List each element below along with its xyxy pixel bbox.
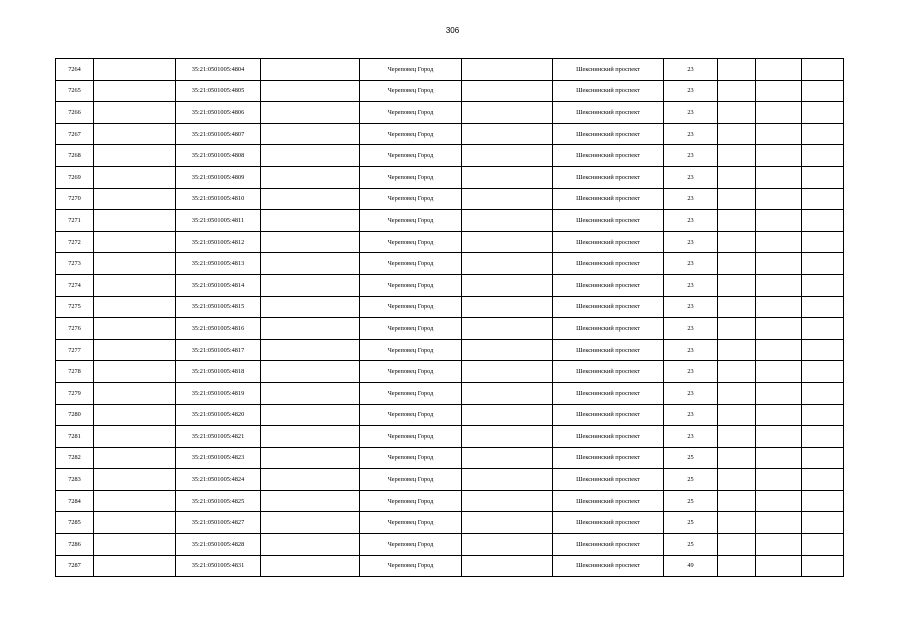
empty-cell — [94, 59, 176, 81]
row-number-cell: 7286 — [56, 534, 94, 556]
city-cell: Череповец Город — [360, 274, 462, 296]
empty-cell — [802, 80, 844, 102]
empty-cell — [261, 59, 360, 81]
house-number-cell: 25 — [664, 490, 718, 512]
empty-cell — [802, 274, 844, 296]
empty-cell — [462, 318, 553, 340]
cadastral-number-cell: 35:21:0501005:4817 — [176, 339, 261, 361]
table-row — [56, 274, 844, 296]
empty-cell — [718, 123, 756, 145]
empty-cell — [94, 426, 176, 448]
house-number-cell: 23 — [664, 382, 718, 404]
house-number-cell: 25 — [664, 447, 718, 469]
empty-cell — [756, 404, 802, 426]
house-number-cell: 23 — [664, 59, 718, 81]
row-number-cell: 7276 — [56, 318, 94, 340]
empty-cell — [261, 231, 360, 253]
street-cell: Шекснинский проспект — [553, 210, 664, 232]
table-row — [56, 80, 844, 102]
city-cell: Череповец Город — [360, 339, 462, 361]
empty-cell — [802, 123, 844, 145]
table-row — [56, 469, 844, 491]
city-cell: Череповец Город — [360, 555, 462, 577]
row-number-cell: 7264 — [56, 59, 94, 81]
empty-cell — [94, 145, 176, 167]
table-row — [56, 382, 844, 404]
cadastral-number-cell: 35:21:0501005:4811 — [176, 210, 261, 232]
empty-cell — [802, 469, 844, 491]
row-number-cell: 7267 — [56, 123, 94, 145]
empty-cell — [94, 469, 176, 491]
empty-cell — [462, 469, 553, 491]
empty-cell — [718, 253, 756, 275]
empty-cell — [756, 318, 802, 340]
empty-cell — [718, 447, 756, 469]
street-cell: Шекснинский проспект — [553, 188, 664, 210]
city-cell: Череповец Город — [360, 210, 462, 232]
empty-cell — [462, 166, 553, 188]
street-cell: Шекснинский проспект — [553, 59, 664, 81]
street-cell: Шекснинский проспект — [553, 555, 664, 577]
empty-cell — [756, 210, 802, 232]
empty-cell — [462, 447, 553, 469]
empty-cell — [756, 555, 802, 577]
empty-cell — [756, 253, 802, 275]
row-number-cell: 7268 — [56, 145, 94, 167]
street-cell: Шекснинский проспект — [553, 361, 664, 383]
empty-cell — [261, 123, 360, 145]
cadastral-number-cell: 35:21:0501005:4828 — [176, 534, 261, 556]
empty-cell — [756, 145, 802, 167]
empty-cell — [94, 555, 176, 577]
table-row — [56, 404, 844, 426]
empty-cell — [94, 188, 176, 210]
house-number-cell: 23 — [664, 123, 718, 145]
empty-cell — [756, 490, 802, 512]
cadastral-number-cell: 35:21:0501005:4808 — [176, 145, 261, 167]
city-cell: Череповец Город — [360, 534, 462, 556]
table-row — [56, 361, 844, 383]
street-cell: Шекснинский проспект — [553, 512, 664, 534]
street-cell: Шекснинский проспект — [553, 534, 664, 556]
city-cell: Череповец Город — [360, 231, 462, 253]
empty-cell — [756, 426, 802, 448]
house-number-cell: 25 — [664, 469, 718, 491]
row-number-cell: 7273 — [56, 253, 94, 275]
house-number-cell: 23 — [664, 188, 718, 210]
cadastral-number-cell: 35:21:0501005:4820 — [176, 404, 261, 426]
city-cell: Череповец Город — [360, 188, 462, 210]
empty-cell — [94, 296, 176, 318]
empty-cell — [462, 296, 553, 318]
empty-cell — [462, 210, 553, 232]
table-row — [56, 339, 844, 361]
empty-cell — [802, 145, 844, 167]
cadastral-number-cell: 35:21:0501005:4827 — [176, 512, 261, 534]
empty-cell — [94, 339, 176, 361]
empty-cell — [718, 274, 756, 296]
street-cell: Шекснинский проспект — [553, 382, 664, 404]
empty-cell — [261, 447, 360, 469]
page-number: 306 — [445, 26, 460, 35]
empty-cell — [756, 80, 802, 102]
cadastral-number-cell: 35:21:0501005:4805 — [176, 80, 261, 102]
house-number-cell: 25 — [664, 512, 718, 534]
empty-cell — [462, 80, 553, 102]
row-number-cell: 7274 — [56, 274, 94, 296]
empty-cell — [94, 361, 176, 383]
street-cell: Шекснинский проспект — [553, 339, 664, 361]
house-number-cell: 23 — [664, 210, 718, 232]
cadastral-number-cell: 35:21:0501005:4806 — [176, 102, 261, 124]
house-number-cell: 23 — [664, 145, 718, 167]
house-number-cell: 23 — [664, 274, 718, 296]
empty-cell — [261, 382, 360, 404]
table-row — [56, 296, 844, 318]
empty-cell — [462, 512, 553, 534]
empty-cell — [756, 274, 802, 296]
empty-cell — [802, 426, 844, 448]
street-cell: Шекснинский проспект — [553, 404, 664, 426]
empty-cell — [261, 469, 360, 491]
empty-cell — [94, 123, 176, 145]
empty-cell — [802, 404, 844, 426]
empty-cell — [756, 59, 802, 81]
empty-cell — [462, 231, 553, 253]
empty-cell — [94, 231, 176, 253]
table-row — [56, 490, 844, 512]
house-number-cell: 23 — [664, 361, 718, 383]
empty-cell — [802, 382, 844, 404]
row-number-cell: 7279 — [56, 382, 94, 404]
table-row — [56, 534, 844, 556]
empty-cell — [261, 534, 360, 556]
city-cell: Череповец Город — [360, 512, 462, 534]
empty-cell — [718, 210, 756, 232]
cadastral-number-cell: 35:21:0501005:4814 — [176, 274, 261, 296]
empty-cell — [718, 59, 756, 81]
empty-cell — [462, 404, 553, 426]
street-cell: Шекснинский проспект — [553, 80, 664, 102]
empty-cell — [462, 382, 553, 404]
empty-cell — [94, 274, 176, 296]
empty-cell — [462, 490, 553, 512]
row-number-cell: 7287 — [56, 555, 94, 577]
empty-cell — [756, 382, 802, 404]
table-row — [56, 188, 844, 210]
empty-cell — [94, 318, 176, 340]
row-number-cell: 7281 — [56, 426, 94, 448]
table-row — [56, 253, 844, 275]
cadastral-number-cell: 35:21:0501005:4812 — [176, 231, 261, 253]
empty-cell — [802, 166, 844, 188]
city-cell: Череповец Город — [360, 382, 462, 404]
row-number-cell: 7280 — [56, 404, 94, 426]
empty-cell — [462, 59, 553, 81]
empty-cell — [261, 210, 360, 232]
empty-cell — [718, 361, 756, 383]
house-number-cell: 23 — [664, 231, 718, 253]
empty-cell — [802, 534, 844, 556]
empty-cell — [802, 447, 844, 469]
empty-cell — [718, 534, 756, 556]
empty-cell — [718, 318, 756, 340]
city-cell: Череповец Город — [360, 59, 462, 81]
table-row — [56, 447, 844, 469]
street-cell: Шекснинский проспект — [553, 145, 664, 167]
empty-cell — [718, 404, 756, 426]
empty-cell — [802, 490, 844, 512]
empty-cell — [718, 102, 756, 124]
empty-cell — [261, 166, 360, 188]
row-number-cell: 7272 — [56, 231, 94, 253]
empty-cell — [462, 188, 553, 210]
empty-cell — [261, 318, 360, 340]
empty-cell — [94, 512, 176, 534]
cadastral-number-cell: 35:21:0501005:4807 — [176, 123, 261, 145]
cadastral-number-cell: 35:21:0501005:4816 — [176, 318, 261, 340]
table-row — [56, 123, 844, 145]
city-cell: Череповец Город — [360, 166, 462, 188]
empty-cell — [718, 166, 756, 188]
table-row — [56, 210, 844, 232]
empty-cell — [718, 188, 756, 210]
empty-cell — [718, 80, 756, 102]
table-row — [56, 512, 844, 534]
empty-cell — [718, 145, 756, 167]
empty-cell — [261, 404, 360, 426]
street-cell: Шекснинский проспект — [553, 274, 664, 296]
house-number-cell: 23 — [664, 102, 718, 124]
cadastral-number-cell: 35:21:0501005:4821 — [176, 426, 261, 448]
empty-cell — [802, 188, 844, 210]
empty-cell — [462, 274, 553, 296]
cadastral-number-cell: 35:21:0501005:4804 — [176, 59, 261, 81]
table-row — [56, 102, 844, 124]
empty-cell — [94, 102, 176, 124]
table-row — [56, 59, 844, 81]
empty-cell — [261, 102, 360, 124]
empty-cell — [261, 339, 360, 361]
empty-cell — [261, 145, 360, 167]
street-cell: Шекснинский проспект — [553, 123, 664, 145]
table-row — [56, 231, 844, 253]
cadastral-number-cell: 35:21:0501005:4823 — [176, 447, 261, 469]
cadastral-number-cell: 35:21:0501005:4813 — [176, 253, 261, 275]
empty-cell — [718, 490, 756, 512]
row-number-cell: 7278 — [56, 361, 94, 383]
city-cell: Череповец Город — [360, 145, 462, 167]
empty-cell — [94, 534, 176, 556]
row-number-cell: 7265 — [56, 80, 94, 102]
empty-cell — [94, 490, 176, 512]
row-number-cell: 7282 — [56, 447, 94, 469]
row-number-cell: 7277 — [56, 339, 94, 361]
registry-table — [55, 58, 844, 577]
empty-cell — [802, 102, 844, 124]
row-number-cell: 7271 — [56, 210, 94, 232]
street-cell: Шекснинский проспект — [553, 231, 664, 253]
house-number-cell: 23 — [664, 339, 718, 361]
empty-cell — [802, 512, 844, 534]
empty-cell — [94, 253, 176, 275]
row-number-cell: 7284 — [56, 490, 94, 512]
house-number-cell: 49 — [664, 555, 718, 577]
city-cell: Череповец Город — [360, 404, 462, 426]
house-number-cell: 23 — [664, 296, 718, 318]
empty-cell — [718, 555, 756, 577]
empty-cell — [756, 166, 802, 188]
cadastral-number-cell: 35:21:0501005:4810 — [176, 188, 261, 210]
empty-cell — [718, 339, 756, 361]
city-cell: Череповец Город — [360, 253, 462, 275]
row-number-cell: 7285 — [56, 512, 94, 534]
cadastral-number-cell: 35:21:0501005:4825 — [176, 490, 261, 512]
cadastral-number-cell: 35:21:0501005:4809 — [176, 166, 261, 188]
street-cell: Шекснинский проспект — [553, 102, 664, 124]
street-cell: Шекснинский проспект — [553, 469, 664, 491]
empty-cell — [261, 296, 360, 318]
empty-cell — [94, 404, 176, 426]
empty-cell — [718, 231, 756, 253]
empty-cell — [261, 426, 360, 448]
city-cell: Череповец Город — [360, 447, 462, 469]
table-row — [56, 145, 844, 167]
row-number-cell: 7275 — [56, 296, 94, 318]
empty-cell — [756, 361, 802, 383]
empty-cell — [462, 102, 553, 124]
empty-cell — [261, 188, 360, 210]
empty-cell — [261, 512, 360, 534]
street-cell: Шекснинский проспект — [553, 447, 664, 469]
house-number-cell: 23 — [664, 426, 718, 448]
street-cell: Шекснинский проспект — [553, 318, 664, 340]
empty-cell — [802, 253, 844, 275]
empty-cell — [718, 296, 756, 318]
city-cell: Череповец Город — [360, 296, 462, 318]
empty-cell — [802, 318, 844, 340]
city-cell: Череповец Город — [360, 361, 462, 383]
city-cell: Череповец Город — [360, 469, 462, 491]
empty-cell — [802, 555, 844, 577]
cadastral-number-cell: 35:21:0501005:4818 — [176, 361, 261, 383]
empty-cell — [261, 490, 360, 512]
empty-cell — [462, 361, 553, 383]
table-row — [56, 166, 844, 188]
empty-cell — [802, 339, 844, 361]
street-cell: Шекснинский проспект — [553, 253, 664, 275]
cadastral-number-cell: 35:21:0501005:4824 — [176, 469, 261, 491]
empty-cell — [94, 166, 176, 188]
registry-body — [56, 59, 844, 577]
city-cell: Череповец Город — [360, 123, 462, 145]
row-number-cell: 7269 — [56, 166, 94, 188]
street-cell: Шекснинский проспект — [553, 426, 664, 448]
empty-cell — [462, 339, 553, 361]
empty-cell — [756, 512, 802, 534]
empty-cell — [462, 145, 553, 167]
empty-cell — [261, 555, 360, 577]
empty-cell — [756, 296, 802, 318]
empty-cell — [756, 469, 802, 491]
row-number-cell: 7283 — [56, 469, 94, 491]
empty-cell — [756, 339, 802, 361]
empty-cell — [756, 123, 802, 145]
house-number-cell: 23 — [664, 318, 718, 340]
empty-cell — [462, 253, 553, 275]
house-number-cell: 23 — [664, 80, 718, 102]
empty-cell — [462, 426, 553, 448]
empty-cell — [718, 382, 756, 404]
street-cell: Шекснинский проспект — [553, 490, 664, 512]
empty-cell — [261, 361, 360, 383]
city-cell: Череповец Город — [360, 318, 462, 340]
row-number-cell: 7266 — [56, 102, 94, 124]
cadastral-number-cell: 35:21:0501005:4831 — [176, 555, 261, 577]
empty-cell — [94, 447, 176, 469]
empty-cell — [756, 188, 802, 210]
empty-cell — [802, 296, 844, 318]
city-cell: Череповец Город — [360, 490, 462, 512]
street-cell: Шекснинский проспект — [553, 296, 664, 318]
cadastral-number-cell: 35:21:0501005:4815 — [176, 296, 261, 318]
empty-cell — [718, 469, 756, 491]
empty-cell — [462, 534, 553, 556]
cadastral-number-cell: 35:21:0501005:4819 — [176, 382, 261, 404]
empty-cell — [261, 274, 360, 296]
empty-cell — [756, 231, 802, 253]
house-number-cell: 23 — [664, 166, 718, 188]
table-row — [56, 318, 844, 340]
house-number-cell: 25 — [664, 534, 718, 556]
empty-cell — [261, 253, 360, 275]
table-row — [56, 555, 844, 577]
empty-cell — [802, 231, 844, 253]
empty-cell — [718, 426, 756, 448]
empty-cell — [802, 59, 844, 81]
street-cell: Шекснинский проспект — [553, 166, 664, 188]
city-cell: Череповец Город — [360, 80, 462, 102]
empty-cell — [462, 123, 553, 145]
empty-cell — [94, 382, 176, 404]
empty-cell — [718, 512, 756, 534]
empty-cell — [802, 210, 844, 232]
city-cell: Череповец Город — [360, 426, 462, 448]
table-row — [56, 426, 844, 448]
empty-cell — [94, 80, 176, 102]
empty-cell — [94, 210, 176, 232]
empty-cell — [802, 361, 844, 383]
empty-cell — [756, 447, 802, 469]
house-number-cell: 23 — [664, 253, 718, 275]
row-number-cell: 7270 — [56, 188, 94, 210]
house-number-cell: 23 — [664, 404, 718, 426]
empty-cell — [462, 555, 553, 577]
city-cell: Череповец Город — [360, 102, 462, 124]
empty-cell — [756, 102, 802, 124]
empty-cell — [756, 534, 802, 556]
empty-cell — [261, 80, 360, 102]
